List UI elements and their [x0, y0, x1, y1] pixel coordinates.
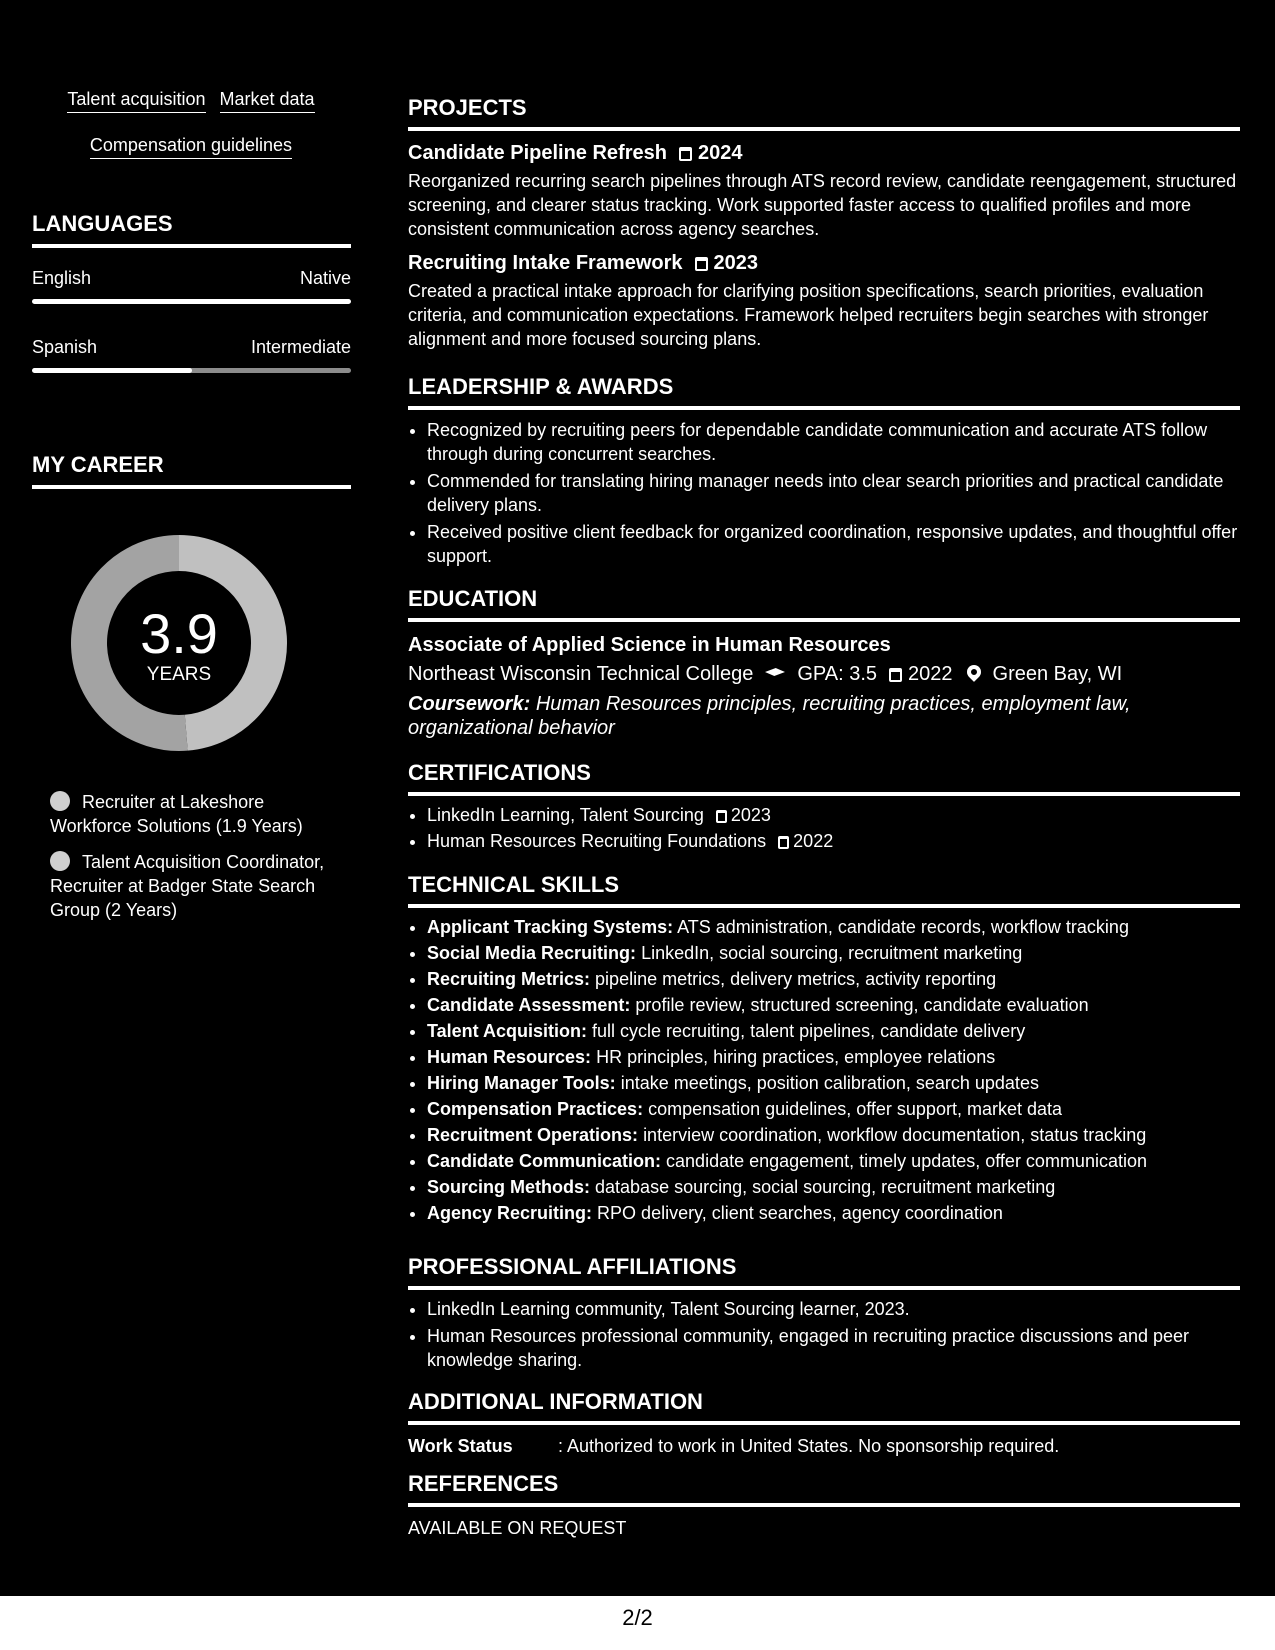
legend-dot-icon	[50, 791, 70, 811]
list-item: • Received positive client feedback for organized coordination, responsive updates, and thoughtful offer support.	[427, 520, 1240, 568]
career-total-unit: YEARS	[146, 664, 212, 685]
list-item: • Recognized by recruiting peers for dependable candidate communication and accurate ATS follow through during concurrent searches.	[427, 418, 1240, 466]
sidebar	[0, 0, 378, 1596]
education-details	[408, 661, 1240, 687]
list-item	[427, 993, 1240, 1017]
location: Green Bay, WI	[992, 663, 1123, 685]
work-status-label: Work Status	[408, 1436, 513, 1456]
section-title: TECHNICAL SKILLS	[408, 872, 1240, 908]
page-number: 2/2	[622, 1605, 653, 1630]
references-section	[408, 1471, 1240, 1540]
affiliations-section	[408, 1254, 1240, 1375]
skill-value: pipeline metrics, delivery metrics, activity reporting	[595, 969, 997, 989]
skill-label: Social Media Recruiting:	[427, 943, 637, 963]
awards-section	[408, 374, 1240, 571]
project-year: 2024	[697, 142, 743, 164]
skill-value: profile review, structured screening, candidate evaluation	[635, 995, 1089, 1015]
section-title: EDUCATION	[408, 586, 1240, 622]
skill-label: Recruitment Operations:	[427, 1125, 639, 1145]
skill-label: Candidate Assessment:	[427, 995, 631, 1015]
skill-tag: Talent acquisition	[67, 88, 205, 113]
list-item	[427, 803, 1240, 827]
calendar-icon	[889, 668, 902, 682]
project-name: Recruiting Intake Framework	[408, 252, 683, 274]
language-bar	[32, 368, 351, 373]
career-donut-chart	[66, 530, 292, 756]
career-legend-item	[50, 850, 340, 922]
degree: Associate of Applied Science in Human Resources	[408, 634, 891, 656]
career-legend	[50, 790, 340, 934]
language-bar-fill	[32, 368, 192, 373]
list-item	[427, 1019, 1240, 1043]
skill-label: Human Resources:	[427, 1047, 592, 1067]
skill-label: Talent Acquisition:	[427, 1021, 587, 1041]
calendar-icon	[695, 257, 708, 271]
certifications-section	[408, 760, 1240, 855]
skill-value: ATS administration, candidate records, workflow tracking	[677, 917, 1129, 937]
language-name: English	[32, 268, 92, 288]
skill-tag: Compensation guidelines	[90, 134, 292, 159]
skill-label: Applicant Tracking Systems:	[427, 917, 674, 937]
graduation-cap-icon	[765, 668, 786, 676]
affiliations-list	[408, 1297, 1240, 1372]
career-legend-item	[50, 790, 340, 838]
work-status-value: : Authorized to work in United States. No sponsorship required.	[558, 1436, 1060, 1456]
additional-section	[408, 1389, 1240, 1458]
projects-section	[408, 95, 1240, 351]
skill-value: interview coordination, workflow documentation, status tracking	[643, 1125, 1147, 1145]
list-item: • LinkedIn Learning community, Talent Sourcing learner, 2023.	[427, 1297, 1240, 1321]
skill-value: HR principles, hiring practices, employee relations	[596, 1047, 996, 1067]
list-item	[427, 1201, 1240, 1225]
project-description: Reorganized recurring search pipelines through ATS record review, candidate reengagement, structured screening, and clearer status tracking. Work supported faster access to qualified profiles and more consistent communication across agency searches.	[408, 171, 1237, 239]
list-item	[427, 915, 1240, 939]
list-item	[427, 941, 1240, 965]
gpa: GPA: 3.5	[797, 663, 878, 685]
list-item	[427, 1123, 1240, 1147]
skill-label: Candidate Communication:	[427, 1151, 662, 1171]
skill-label: Agency Recruiting:	[427, 1203, 593, 1223]
language-level: Intermediate	[250, 337, 351, 357]
calendar-icon	[716, 810, 727, 823]
skill-label: Sourcing Methods:	[427, 1177, 590, 1197]
location-pin-icon	[964, 662, 984, 682]
calendar-icon	[778, 836, 789, 849]
language-bar-fill	[32, 299, 351, 304]
project-title	[408, 250, 1240, 276]
page-footer	[0, 1596, 1275, 1650]
skill-value: intake meetings, position calibration, search updates	[620, 1073, 1039, 1093]
list-item	[427, 1045, 1240, 1069]
project-description: Created a practical intake approach for clarifying position specifications, search priorities, evaluation criteria, and communication expectations. Framework helped recruiters begin searches with stronger alignment and more focused sourcing plans.	[408, 281, 1209, 349]
coursework	[408, 692, 1240, 740]
list-item	[427, 1175, 1240, 1199]
graduation-year: 2022	[908, 663, 953, 685]
skill-tags	[32, 88, 350, 180]
section-title: LEADERSHIP & AWARDS	[408, 374, 1240, 410]
skill-value: full cycle recruiting, talent pipelines, candidate delivery	[592, 1021, 1026, 1041]
list-item	[427, 1097, 1240, 1121]
legend-dot-icon	[50, 851, 70, 871]
education-section	[408, 586, 1240, 740]
skill-value: database sourcing, social sourcing, recruitment marketing	[595, 1177, 1056, 1197]
skill-value: candidate engagement, timely updates, offer communication	[666, 1151, 1147, 1171]
career-donut-center	[66, 530, 292, 756]
career-legend-label: Talent Acquisition Coordinator, Recruiter at Badger State Search Group (2 Years)	[50, 852, 325, 920]
certification-name: LinkedIn Learning, Talent Sourcing	[427, 805, 704, 825]
certification-year: 2022	[793, 831, 834, 851]
language-bar	[32, 299, 351, 304]
project-title	[408, 140, 1240, 166]
skill-value: compensation guidelines, offer support, market data	[648, 1099, 1062, 1119]
skill-value: RPO delivery, client searches, agency coordination	[597, 1203, 1003, 1223]
skill-value: LinkedIn, social sourcing, recruitment marketing	[641, 943, 1023, 963]
languages-title: LANGUAGES	[32, 211, 351, 248]
list-item: • Human Resources professional community, engaged in recruiting practice discussions and peer knowledge sharing.	[427, 1324, 1240, 1372]
section-title: CERTIFICATIONS	[408, 760, 1240, 796]
career-legend-label: Recruiter at Lakeshore Workforce Solutions (1.9 Years)	[50, 792, 303, 836]
main-content	[378, 0, 1275, 1596]
skills-list	[408, 915, 1240, 1225]
list-item	[427, 1071, 1240, 1095]
language-name: Spanish	[32, 337, 98, 357]
career-title: MY CAREER	[32, 452, 351, 489]
skill-tag: Market data	[220, 88, 315, 113]
section-title: PROFESSIONAL AFFILIATIONS	[408, 1254, 1240, 1290]
calendar-icon	[679, 147, 692, 161]
skill-label: Recruiting Metrics:	[427, 969, 591, 989]
language-level: Native	[299, 268, 351, 288]
certification-year: 2023	[730, 805, 771, 825]
section-title: REFERENCES	[408, 1471, 1240, 1507]
coursework-value: Human Resources principles, recruiting practices, employment law, organizational behavior	[408, 693, 1131, 739]
section-title: ADDITIONAL INFORMATION	[408, 1389, 1240, 1425]
awards-list	[408, 418, 1240, 568]
skills-section	[408, 872, 1240, 1227]
coursework-label: Coursework:	[408, 693, 531, 715]
section-title: PROJECTS	[408, 95, 1240, 131]
career-total-value: 3.9	[140, 602, 218, 665]
project-name: Candidate Pipeline Refresh	[408, 142, 667, 164]
references-text: AVAILABLE ON REQUEST	[408, 1518, 627, 1538]
list-item: • Commended for translating hiring manager needs into clear search priorities and practical candidate delivery plans.	[427, 469, 1240, 517]
work-status	[408, 1434, 1240, 1458]
certification-name: Human Resources Recruiting Foundations	[427, 831, 767, 851]
project-year: 2023	[713, 252, 759, 274]
list-item	[427, 967, 1240, 991]
list-item	[427, 829, 1240, 853]
list-item	[427, 1149, 1240, 1173]
skill-label: Compensation Practices:	[427, 1099, 644, 1119]
skill-label: Hiring Manager Tools:	[427, 1073, 616, 1093]
school-name: Northeast Wisconsin Technical College	[408, 663, 754, 685]
certifications-list	[408, 803, 1240, 853]
